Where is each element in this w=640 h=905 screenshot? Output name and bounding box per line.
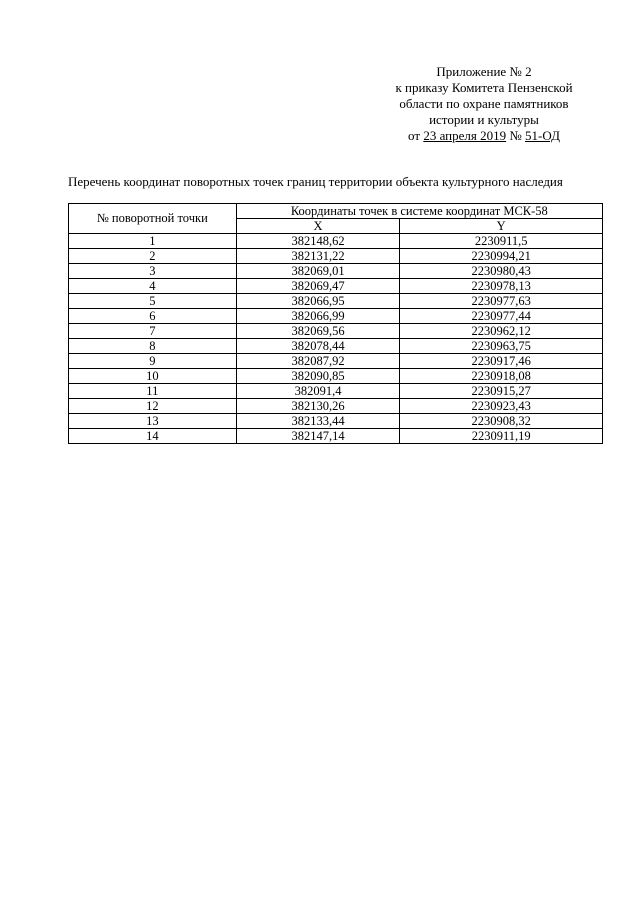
point-number-cell: 11	[69, 384, 237, 399]
order-number: 51-ОД	[525, 128, 560, 143]
y-coordinate-cell: 2230918,08	[400, 369, 603, 384]
y-coordinate-cell: 2230917,46	[400, 354, 603, 369]
x-coordinate-cell: 382147,14	[236, 429, 400, 444]
y-coordinate-cell: 2230977,63	[400, 294, 603, 309]
y-coordinate-cell: 2230911,19	[400, 429, 603, 444]
table-row	[69, 384, 603, 399]
header-x: X	[236, 219, 400, 234]
order-date: 23 апреля 2019	[423, 128, 507, 143]
document-title: Перечень координат поворотных точек границ территории объекта культурного наследия	[68, 174, 563, 189]
point-number-cell: 13	[69, 414, 237, 429]
point-number-cell: 7	[69, 324, 237, 339]
appendix-committee-line: области по охране памятников	[399, 96, 569, 111]
y-coordinate-cell: 2230994,21	[400, 249, 603, 264]
y-coordinate-cell: 2230962,12	[400, 324, 603, 339]
header-point-number: № поворотной точки	[69, 204, 237, 234]
table-row	[69, 369, 603, 384]
appendix-order-line: к приказу Комитета Пензенской	[395, 80, 573, 95]
point-number-cell: 14	[69, 429, 237, 444]
point-number-cell: 4	[69, 279, 237, 294]
table-row	[69, 324, 603, 339]
y-coordinate-cell: 2230923,43	[400, 399, 603, 414]
x-coordinate-cell: 382069,56	[236, 324, 400, 339]
appendix-date-line	[384, 128, 584, 144]
appendix-title: Приложение № 2	[436, 64, 532, 79]
x-coordinate-cell: 382087,92	[236, 354, 400, 369]
table-row	[69, 234, 603, 249]
table-row	[69, 354, 603, 369]
point-number-cell: 12	[69, 399, 237, 414]
date-prefix: от	[408, 128, 421, 143]
table-row	[69, 264, 603, 279]
point-number-cell: 5	[69, 294, 237, 309]
table-row	[69, 414, 603, 429]
y-coordinate-cell: 2230980,43	[400, 264, 603, 279]
point-number-cell: 9	[69, 354, 237, 369]
table-header-row	[69, 204, 603, 219]
x-coordinate-cell: 382148,62	[236, 234, 400, 249]
header-coordinates: Координаты точек в системе координат МСК-58	[236, 204, 602, 219]
appendix-heritage-line: истории и культуры	[429, 112, 539, 127]
y-coordinate-cell: 2230908,32	[400, 414, 603, 429]
table-row	[69, 399, 603, 414]
x-coordinate-cell: 382090,85	[236, 369, 400, 384]
y-coordinate-cell: 2230915,27	[400, 384, 603, 399]
x-coordinate-cell: 382091,4	[236, 384, 400, 399]
x-coordinate-cell: 382069,01	[236, 264, 400, 279]
y-coordinate-cell: 2230963,75	[400, 339, 603, 354]
x-coordinate-cell: 382066,99	[236, 309, 400, 324]
y-coordinate-cell: 2230911,5	[400, 234, 603, 249]
y-coordinate-cell: 2230978,13	[400, 279, 603, 294]
table-row	[69, 279, 603, 294]
point-number-cell: 3	[69, 264, 237, 279]
x-coordinate-cell: 382131,22	[236, 249, 400, 264]
table-row	[69, 294, 603, 309]
appendix-block	[384, 64, 584, 144]
table-row	[69, 309, 603, 324]
table-row	[69, 429, 603, 444]
table-body	[69, 234, 603, 444]
point-number-cell: 10	[69, 369, 237, 384]
number-prefix: №	[509, 128, 522, 143]
x-coordinate-cell: 382133,44	[236, 414, 400, 429]
point-number-cell: 2	[69, 249, 237, 264]
point-number-cell: 6	[69, 309, 237, 324]
table-row	[69, 249, 603, 264]
x-coordinate-cell: 382078,44	[236, 339, 400, 354]
header-y: Y	[400, 219, 603, 234]
point-number-cell: 1	[69, 234, 237, 249]
table-row	[69, 339, 603, 354]
x-coordinate-cell: 382130,26	[236, 399, 400, 414]
coordinates-table	[68, 203, 603, 444]
y-coordinate-cell: 2230977,44	[400, 309, 603, 324]
x-coordinate-cell: 382069,47	[236, 279, 400, 294]
point-number-cell: 8	[69, 339, 237, 354]
x-coordinate-cell: 382066,95	[236, 294, 400, 309]
